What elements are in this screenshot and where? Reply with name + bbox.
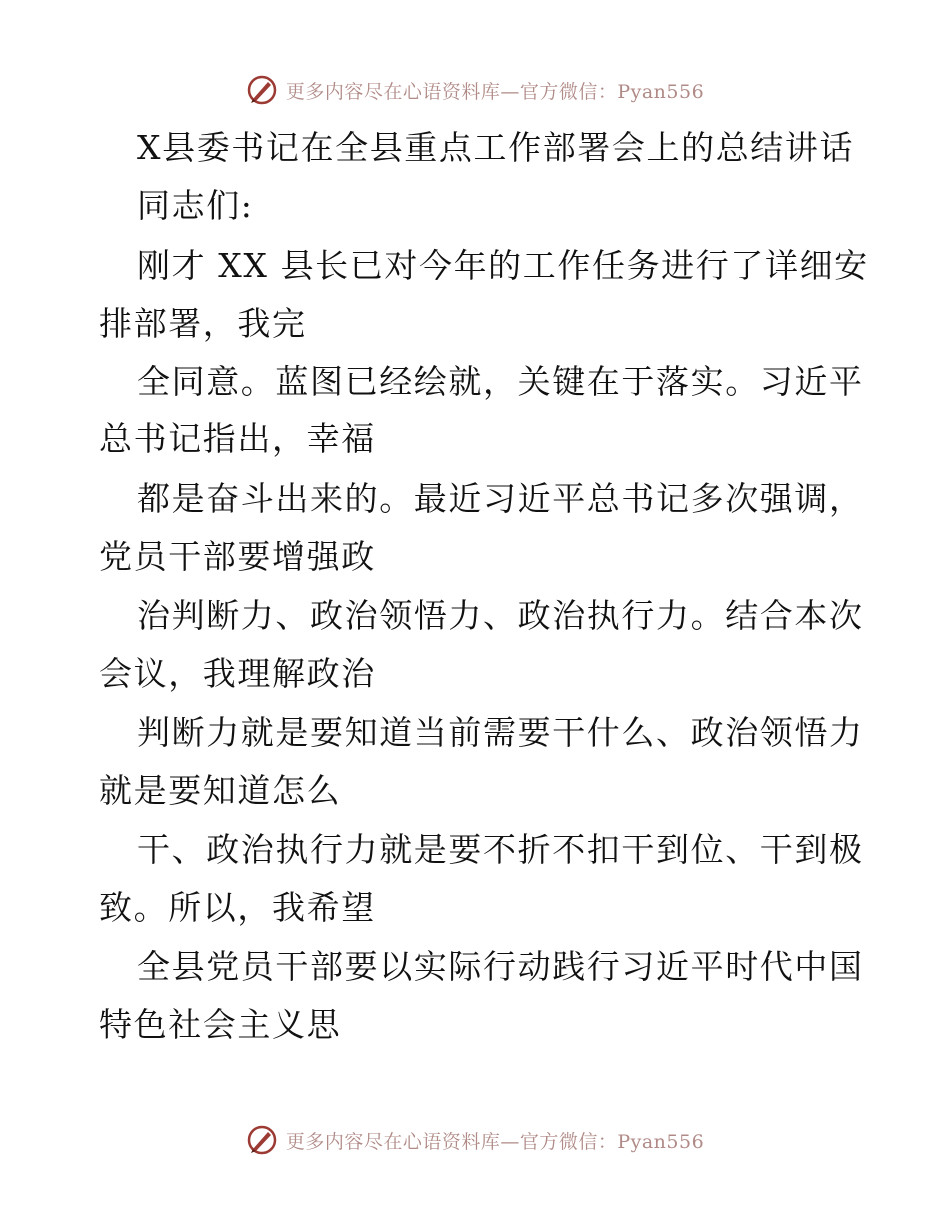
text-line: 就是要知道怎么 bbox=[99, 771, 342, 810]
text-line: 治判断力、政治领悟力、政治执行力。结合本次 bbox=[137, 596, 864, 635]
text-line: 总书记指出，幸福 bbox=[99, 419, 376, 458]
watermark-text: 更多内容尽在心语资料库—官方微信：Pyan556 bbox=[285, 80, 705, 103]
pen-seal-logo-icon bbox=[246, 1124, 278, 1156]
text-line: 刚才 XX 县长已对今年的工作任务进行了详细安 bbox=[137, 246, 869, 285]
text-line: 全同意。蓝图已经绘就，关键在于落实。习近平 bbox=[137, 362, 864, 401]
salutation: 同志们: bbox=[137, 186, 254, 225]
text-line: 会议，我理解政治 bbox=[99, 654, 376, 693]
text-line: 排部署，我完 bbox=[99, 304, 307, 343]
text-line: 判断力就是要知道当前需要干什么、政治领悟力 bbox=[137, 713, 864, 752]
document-title: X县委书记在全县重点工作部署会上的总结讲话 bbox=[137, 128, 855, 167]
text-line: 党员干部要增强政 bbox=[99, 537, 376, 576]
text-line: 特色社会主义思 bbox=[99, 1005, 342, 1044]
text-line: 干、政治执行力就是要不折不扣干到位、干到极 bbox=[137, 830, 864, 869]
watermark-text: 更多内容尽在心语资料库—官方微信：Pyan556 bbox=[285, 1130, 705, 1153]
pen-seal-logo-icon bbox=[246, 74, 278, 106]
header-watermark bbox=[0, 70, 950, 110]
text-line: 致。所以，我希望 bbox=[99, 888, 376, 927]
text-line: 全县党员干部要以实际行动践行习近平时代中国 bbox=[137, 947, 864, 986]
text-line: 都是奋斗出来的。最近习近平总书记多次强调， bbox=[137, 479, 864, 518]
footer-watermark bbox=[0, 1120, 950, 1160]
